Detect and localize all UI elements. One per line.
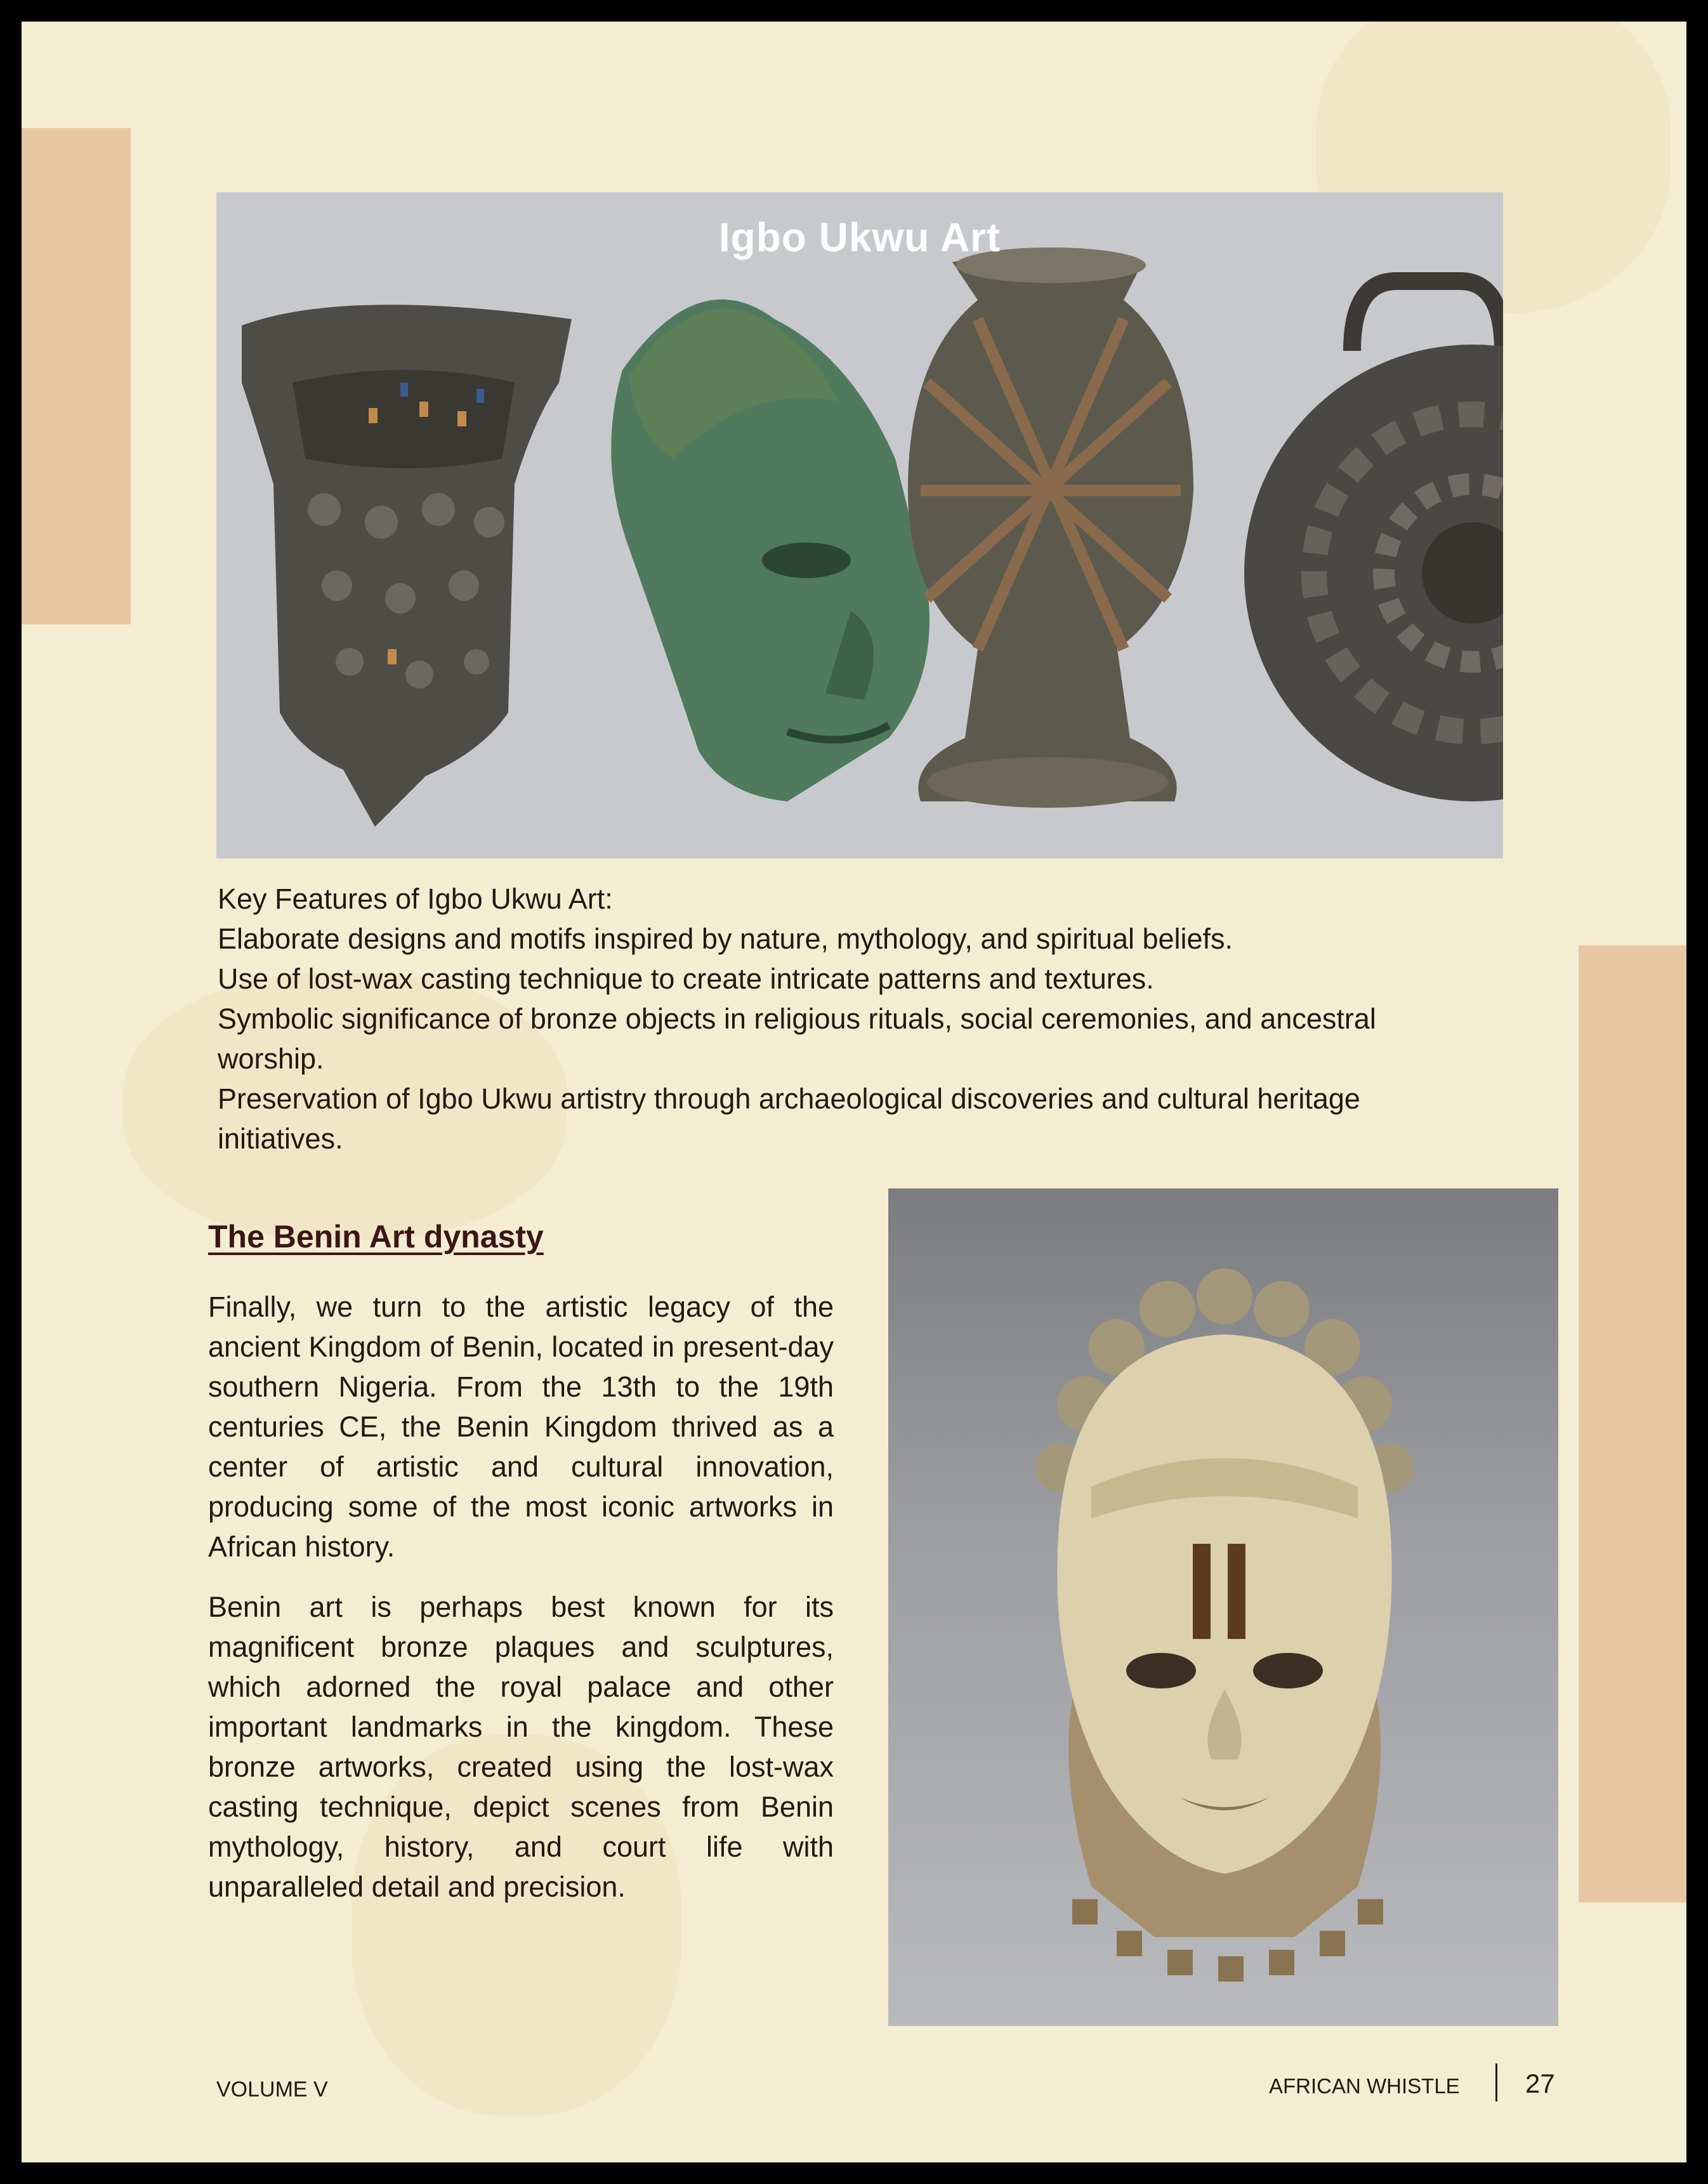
igbo-ukwu-bronzes-photo: [216, 192, 1503, 858]
body-paragraph: Finally, we turn to the artistic legacy of the ancient Kingdom of Benin, located in present-day southern Nigeria. From the 13th to the 19th centuries CE, the Benin Kingdom thrived as a center of artistic and cultural innovation, producing some of the most iconic artworks in African history.: [208, 1291, 834, 1563]
feature-item: Preservation of Igbo Ukwu artistry through archaeological discoveries and cultural heritage initiatives.: [218, 1082, 1360, 1155]
body-paragraph: Benin art is perhaps best known for its magnificent bronze plaques and sculptures, which adorned the royal palace and other important landmarks in the kingdom. These bronze artworks, created using the lost-wax casting technique, depict scenes from Benin mythology, history, and court life with unparalleled detail and precision.: [208, 1591, 834, 1903]
feature-item: Use of lost-wax casting technique to create intricate patterns and textures.: [218, 963, 1154, 995]
benin-mask-illustration: [888, 1188, 1558, 2026]
section-heading: The Benin Art dynasty: [208, 1219, 544, 1254]
footer-publication: AFRICAN WHISTLE: [1269, 2074, 1460, 2098]
accent-bar-left: [22, 128, 131, 624]
magazine-page: [22, 22, 1686, 2162]
page-number: 27: [1525, 2069, 1555, 2098]
igbo-ukwu-bronzes-illustration: [216, 192, 1503, 858]
feature-item: Elaborate designs and motifs inspired by nature, mythology, and spiritual beliefs.: [218, 923, 1233, 955]
key-features-list: [218, 879, 1474, 1159]
section-body: [208, 1287, 834, 1927]
accent-bar-right: [1579, 945, 1686, 1902]
photo-caption: Igbo Ukwu Art: [718, 214, 1001, 260]
feature-item: Symbolic significance of bronze objects in religious rituals, social ceremonies, and ancestral worship.: [218, 1003, 1376, 1075]
footer-divider: [1495, 2063, 1497, 2102]
benin-ivory-mask-photo: [888, 1188, 1558, 2026]
footer-volume: VOLUME V: [216, 2077, 328, 2102]
key-features-title: Key Features of Igbo Ukwu Art:: [218, 883, 613, 915]
